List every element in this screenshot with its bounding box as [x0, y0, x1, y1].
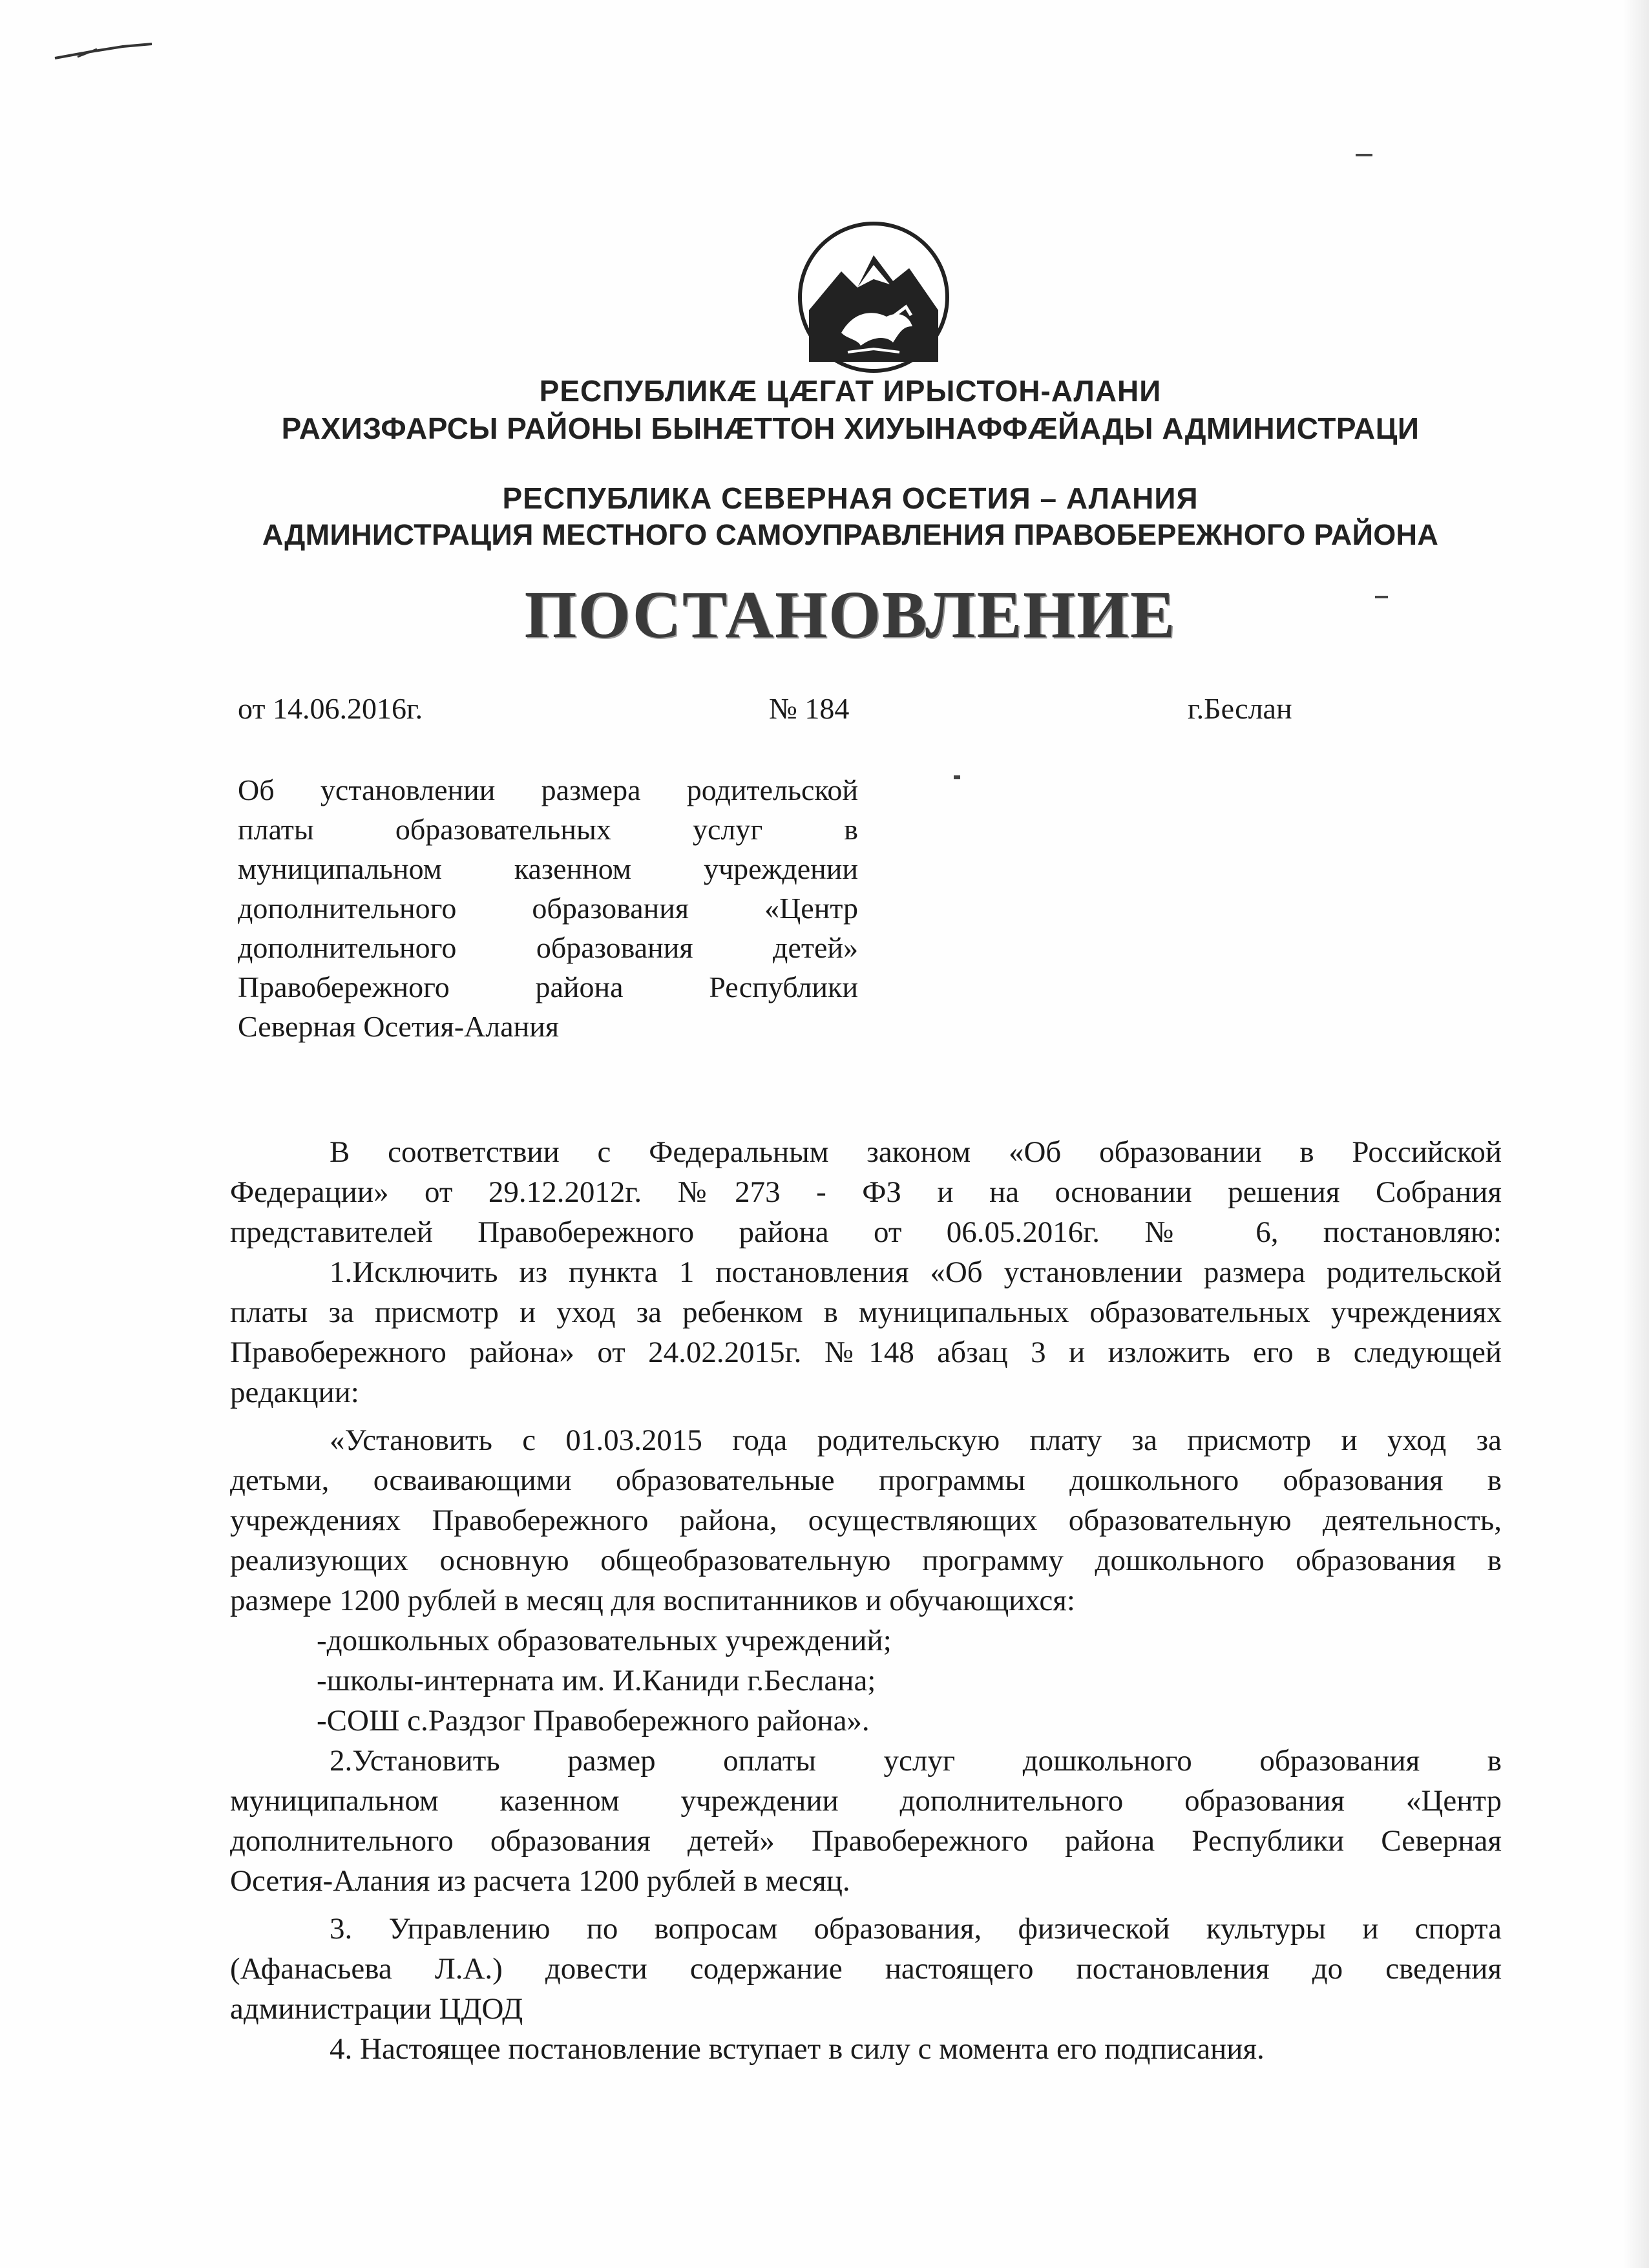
scan-dash	[1356, 154, 1372, 156]
body-line: редакции:	[230, 1376, 359, 1409]
body-line: платы за присмотр и уход за ребенком в муниципальных образовательных учреждениях	[230, 1296, 1502, 1329]
body-line: муниципальном казенном учреждении дополнительного образования «Центр	[230, 1784, 1502, 1818]
subject-line: Северная Осетия-Алания	[238, 1010, 560, 1043]
body-line: В соответствии с Федеральным законом «Об образовании в Российской	[330, 1135, 1502, 1169]
body-line: дополнительного образования детей» Правобережного района Республики Северная	[230, 1824, 1502, 1858]
body-line: Осетия-Алания из расчета 1200 рублей в месяц.	[230, 1864, 850, 1898]
body-line: детьми, осваивающими образовательные программы дошкольного образования в	[230, 1464, 1502, 1497]
body-line: реализующих основную общеобразовательную программу дошкольного образования в	[230, 1544, 1502, 1577]
body-line: «Установить с 01.03.2015 года родительскую плату за присмотр и уход за	[330, 1423, 1502, 1457]
body-line: администрации ЦДОД	[230, 1992, 523, 2026]
subject-line: Об установлении размера родительской	[238, 773, 858, 806]
subject-line: дополнительного образования «Центр	[238, 892, 858, 925]
body-line: 4. Настоящее постановление вступает в силу с момента его подписания.	[330, 2032, 1265, 2066]
header-russian-line2: АДМИНИСТРАЦИЯ МЕСТНОГО САМОУПРАВЛЕНИЯ ПРАВОБЕРЕЖНОГО РАЙОНА	[262, 518, 1439, 551]
scan-dash	[954, 775, 960, 779]
header-ossetian-line2: РАХИЗФАРСЫ РАЙОНЫ БЫНÆТТОН ХИУЫНАФФÆЙАДЫ АДМИНИСТРАЦИ	[281, 412, 1420, 445]
subject-line: платы образовательных услуг в	[238, 813, 858, 846]
body-line: учреждениях Правобережного района, осуществляющих образовательную деятельность,	[230, 1504, 1502, 1537]
body-list-item: -СОШ с.Раздзог Правобережного района».	[317, 1704, 870, 1738]
body-line: (Афанасьева Л.А.) довести содержание настоящего постановления до сведения	[230, 1952, 1502, 1986]
body-line: 3. Управлению по вопросам образования, физической культуры и спорта	[330, 1912, 1502, 1946]
body-list-item: -школы-интерната им. И.Каниди г.Беслана;	[317, 1664, 876, 1697]
document-date: от 14.06.2016г.	[238, 692, 423, 725]
body-line: 2.Установить размер оплаты услуг дошкольного образования в	[330, 1744, 1502, 1778]
subject-line: дополнительного образования детей»	[238, 931, 858, 964]
body-line: размере 1200 рублей в месяц для воспитанников и обучающихся:	[230, 1584, 1075, 1617]
body-list-item: -дошкольных образовательных учреждений;	[317, 1624, 892, 1657]
header-ossetian-line1: РЕСПУБЛИКÆ ЦÆГАТ ИРЫСТОН-АЛАНИ	[539, 374, 1162, 408]
body-line: представителей Правобережного района от 06.05.2016г. № 6, постановляю:	[230, 1215, 1502, 1249]
document-city: г.Беслан	[1188, 692, 1292, 725]
body-line: Федерации» от 29.12.2012г. №273 - ФЗ и на основании решения Собрания	[230, 1175, 1502, 1209]
document-subject	[238, 770, 858, 1046]
body-line: Правобережного района» от 24.02.2015г. №148 абзац 3 и изложить его в следующей	[230, 1336, 1502, 1369]
scan-mark	[52, 40, 155, 66]
header-russian-line1: РЕСПУБЛИКА СЕВЕРНАЯ ОСЕТИЯ – АЛАНИЯ	[502, 481, 1199, 515]
subject-line: Правобережного района Республики	[238, 971, 858, 1003]
body-line: 1.Исключить из пункта 1 постановления «Об установлении размера родительской	[330, 1255, 1502, 1289]
subject-line: муниципальном казенном учреждении	[238, 852, 858, 885]
scan-edge-shadow	[1623, 0, 1649, 2268]
coat-of-arms-emblem	[796, 220, 951, 375]
document-body	[230, 1132, 1502, 2069]
document-title: ПОСТАНОВЛЕНИЕ	[524, 578, 1177, 652]
document-number: № 184	[769, 692, 850, 725]
